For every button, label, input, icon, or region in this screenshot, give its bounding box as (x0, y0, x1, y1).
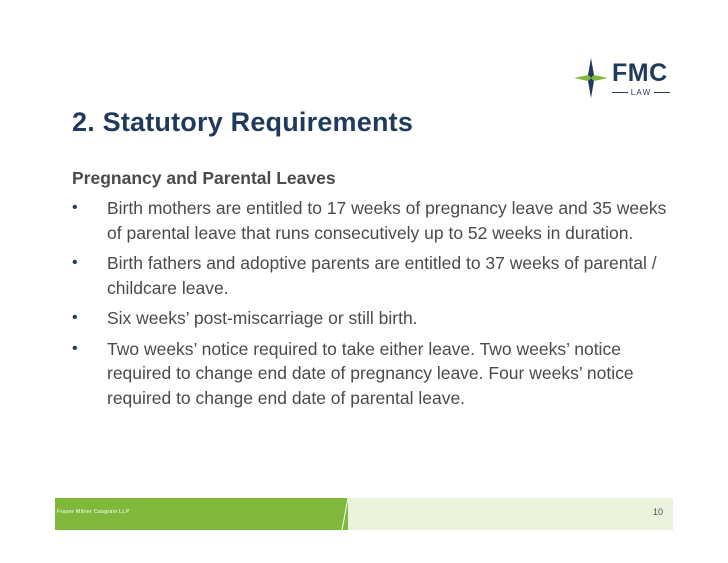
bullet-icon: • (72, 309, 78, 326)
fmc-logo (574, 58, 674, 102)
bullet-item (72, 196, 672, 245)
footer-bar (55, 498, 673, 530)
footer-light-band (400, 498, 673, 530)
bullet-item (72, 306, 672, 331)
logo-rule-right (654, 92, 670, 93)
bullet-text: Two weeks’ notice required to take either leave. Two weeks’ notice required to change end date of pregnancy leave. Four weeks’ notice required to change end date of parental leave. (107, 338, 634, 408)
bullet-icon: • (72, 339, 78, 357)
logo-sub-label: LAW (630, 88, 652, 97)
slide-title: 2. Statutory Requirements (72, 107, 414, 137)
bullet-icon: • (72, 199, 78, 216)
logo-rule-left (612, 92, 628, 93)
footer-slant-shape (340, 498, 400, 530)
logo-sub (612, 88, 670, 97)
bullet-item (72, 337, 672, 411)
bullet-text: Birth fathers and adoptive parents are entitled to 37 weeks of parental / childcare leave. (107, 253, 657, 298)
section-subheading: Pregnancy and Parental Leaves (72, 168, 336, 188)
page-number: 10 (652, 507, 663, 517)
compass-star-icon (574, 58, 608, 98)
bullet-item (72, 251, 672, 300)
bullet-icon: • (72, 254, 78, 271)
firm-name: Fraser Milner Casgrain LLP (57, 509, 130, 515)
logo-name: FMC (612, 59, 668, 87)
bullet-list (72, 196, 672, 416)
bullet-text: Birth mothers are entitled to 17 weeks of pregnancy leave and 35 weeks of parental leave that runs consecutively up to 52 weeks in duration. (107, 198, 667, 243)
bullet-text: Six weeks’ post-miscarriage or still birth. (107, 308, 418, 328)
